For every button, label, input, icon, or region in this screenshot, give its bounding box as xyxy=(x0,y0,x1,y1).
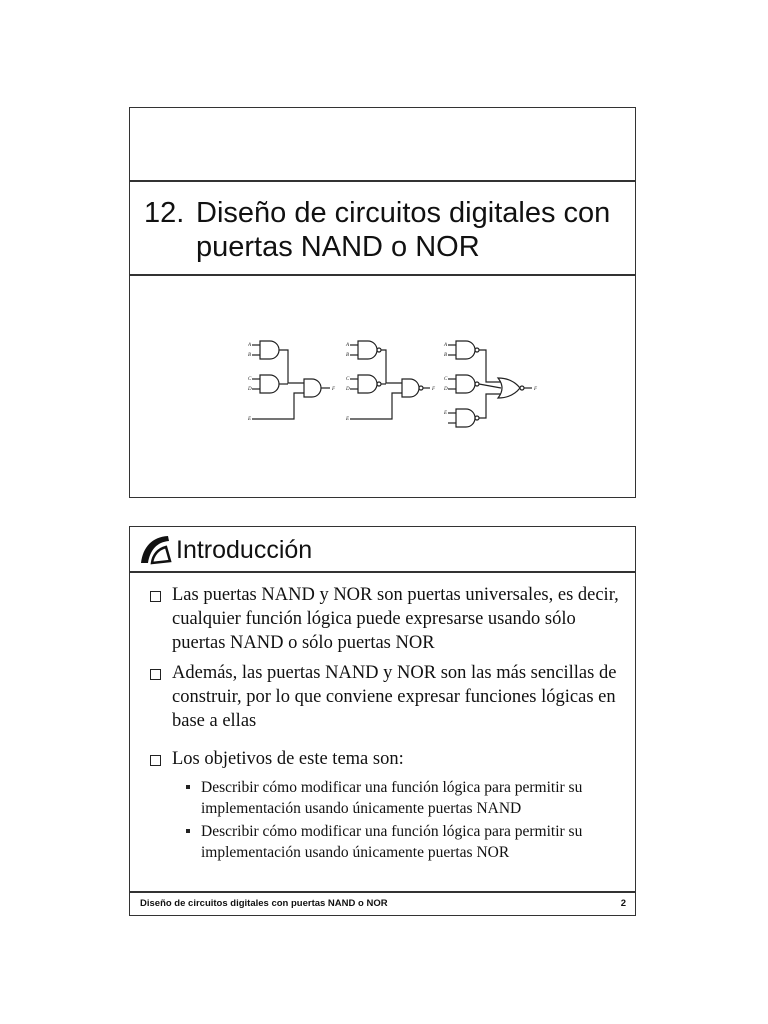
title-rule-bottom xyxy=(130,274,635,276)
input-label-b: B xyxy=(444,353,448,358)
bullet-box-icon xyxy=(150,591,161,602)
sub-bullet-item xyxy=(186,821,620,863)
bullet-item xyxy=(150,747,620,771)
bullet-text: Los objetivos de este tema son: xyxy=(172,749,404,769)
circuit-nand xyxy=(350,341,430,419)
slide-body xyxy=(150,583,620,865)
bullet-square-icon xyxy=(186,785,190,789)
bullet-text: Además, las puertas NAND y NOR son las más sencillas de construir, por lo que conviene expresar funciones lógicas en base a ellas xyxy=(172,663,617,731)
title-rule-top xyxy=(130,180,635,182)
title-text: Diseño de circuitos digitales con puertas NAND o NOR xyxy=(196,197,611,263)
slide-header xyxy=(130,527,635,573)
input-label-a: A xyxy=(346,343,350,348)
input-label-b: B xyxy=(346,353,350,358)
title-number: 12. xyxy=(144,197,185,229)
slide-title xyxy=(144,196,624,264)
bullet-box-icon xyxy=(150,755,161,766)
input-label-e: E xyxy=(248,417,252,422)
input-label-d: D xyxy=(444,387,448,392)
circuit-and-or xyxy=(252,341,330,419)
intro-slide xyxy=(129,526,636,916)
bullet-text: Las puertas NAND y NOR son puertas universales, es decir, cualquier función lógica puede expresarse usando sólo puertas NAND o sólo puertas NOR xyxy=(172,585,619,653)
input-label-d: D xyxy=(248,387,252,392)
input-label-c: C xyxy=(346,377,350,382)
bullet-item xyxy=(150,661,620,733)
output-label-f: F xyxy=(332,387,336,392)
bullet-item xyxy=(150,583,620,655)
sub-bullet-text: Describir cómo modificar una función lógica para permitir su implementación usando únicamente puertas NOR xyxy=(201,823,583,861)
input-label-c: C xyxy=(444,377,448,382)
input-label-e: E xyxy=(346,417,350,422)
page-number: 2 xyxy=(620,898,626,909)
sub-bullet-item xyxy=(186,777,620,819)
input-label-c: C xyxy=(248,377,252,382)
slide-footer xyxy=(130,891,635,915)
bullet-square-icon xyxy=(186,829,190,833)
slide-title: Introducción xyxy=(176,536,313,564)
footer-text: Diseño de circuitos digitales con puertas NAND o NOR xyxy=(140,898,388,909)
sub-bullet-text: Describir cómo modificar una función lógica para permitir su implementación usando únicamente puertas NAND xyxy=(201,779,583,817)
title-slide xyxy=(129,107,636,498)
bullet-box-icon xyxy=(150,669,161,680)
input-label-d: D xyxy=(346,387,350,392)
university-logo-icon xyxy=(138,533,172,565)
output-label-f: F xyxy=(534,387,538,392)
circuit-nand-inverter xyxy=(448,341,532,427)
logic-circuits-figure xyxy=(248,335,538,430)
input-label-a: A xyxy=(444,343,448,348)
output-label-f: F xyxy=(432,387,436,392)
input-label-e: E xyxy=(444,411,448,416)
input-label-b: B xyxy=(248,353,252,358)
input-label-a: A xyxy=(248,343,252,348)
